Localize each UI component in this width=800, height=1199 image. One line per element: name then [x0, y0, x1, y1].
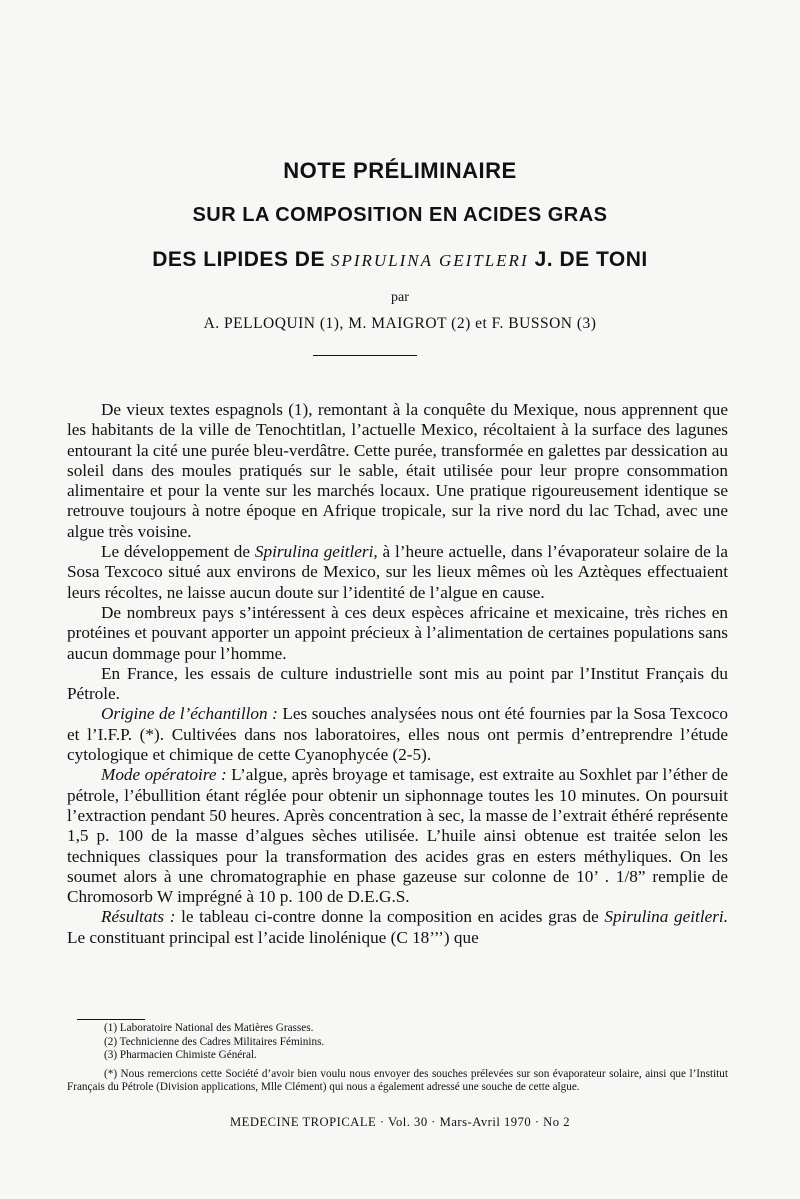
- footnote-3: (3) Pharmacien Chimiste Général.: [104, 1049, 257, 1061]
- paragraph-2: [67, 542, 728, 603]
- paragraph-resultats-text-b: Le constituant principal est l’acide linolénique (C 18’’’) que: [67, 927, 479, 947]
- journal-footer: MEDECINE TROPICALE · Vol. 30 · Mars-Avril 1970 · No 2: [229, 1115, 571, 1129]
- title-species: SPIRULINA GEITLERI: [330, 251, 529, 270]
- species-name: Spirulina geitleri,: [254, 542, 378, 562]
- title-divider: [313, 355, 417, 356]
- footnote-1: (1) Laboratoire National des Matières Grasses.: [104, 1022, 314, 1034]
- section-heading-mode-operatoire: Mode opératoire :: [101, 765, 227, 785]
- paragraph-resultats-text-a: le tableau ci-contre donne la composition en acides gras de: [175, 907, 605, 927]
- paragraph-4: En France, les essais de culture industrielle sont mis au point par l’Institut Français du Pétrole.: [67, 663, 728, 704]
- paragraph-origine: [67, 704, 728, 765]
- paragraph-mode-operatoire: [67, 765, 728, 907]
- paragraph-3: De nombreux pays s’intéressent à ces deux espèces africaine et mexicaine, très riches en protéines et pouvant apporter un appoint précieux à l’alimentation de certaines populations sans aucun dommage pour l’homme.: [67, 602, 728, 663]
- footnote-star: (*) Nous remercions cette Société d’avoir bien voulu nous envoyer des souches prélevées sur son évaporateur solaire, ainsi que l’Institut Français du Pétrole (Division applications, Mlle Clément) qui nous a également adressé une souche de cette algue.: [67, 1067, 728, 1093]
- footnote-divider: [77, 1019, 145, 1020]
- title-line-3-post: J. DE TONI: [534, 248, 648, 271]
- footnote-2: (2) Technicienne des Cadres Militaires Féminins.: [104, 1035, 325, 1048]
- title-line-3: [0, 248, 800, 272]
- paragraph-resultats: [67, 907, 728, 948]
- title-line-3-pre: DES LIPIDES DE: [152, 248, 325, 271]
- section-heading-resultats: Résultats :: [101, 907, 176, 927]
- section-heading-origine: Origine de l’échantillon :: [101, 704, 278, 724]
- byline-par: par: [391, 290, 409, 305]
- paragraph-2-text-b: à l’heure actuelle, dans l’évaporateur solaire de la Sosa Texcoco situé aux environs de Mexico, sur les lieux mêmes où les Aztèques effectuaient leurs récoltes, ne laisse aucun doute sur l’identité de l’algue en cause.: [67, 542, 728, 602]
- paragraph-origine-text: Les souches analysées nous ont été fournies par la Sosa Texcoco et l’I.F.P. (*). Cultivées dans nos laboratoires, elles nous ont permis d’entreprendre l’étude cytologique et chimique de cette Cyanophycée (2-5).: [67, 704, 728, 765]
- footnotes: [67, 1022, 728, 1095]
- paragraph-mode-operatoire-text: L’algue, après broyage et tamisage, est extraite au Soxhlet par l’éther de pétrole, l’ébullition étant réglée pour obtenir un siphonnage toutes les 10 minutes. On poursuit l’extraction pendant 50 heures. Après concentration à sec, la masse de l’extrait éthéré représente 1,5 p. 100 de la masse d’algues sèches utilisée. L’huile ainsi obtenue est traitée selon les techniques classiques pour la transformation des acides gras en esters méthyliques. On les soumet alors à une chromatographie en phase gazeuse sur colonne de 10’ . 1/8” remplie de Chromosorb W imprégné à 10 p. 100 de D.E.G.S.: [67, 765, 729, 907]
- author-list: A. PELLOQUIN (1), M. MAIGROT (2) et F. BUSSON (3): [203, 315, 597, 332]
- title-line-1: NOTE PRÉLIMINAIRE: [283, 158, 517, 183]
- species-name: Spirulina geitleri.: [604, 907, 728, 927]
- title-line-2: SUR LA COMPOSITION EN ACIDES GRAS: [192, 204, 608, 226]
- paragraph-1: De vieux textes espagnols (1), remontant à la conquête du Mexique, nous apprennent que les habitants de la ville de Tenochtitlan, l’actuelle Mexico, récoltaient à la surface des lagunes entourant la cité une purée bleu-verdâtre. Cette purée, transformée en galettes par dessication au soleil dans des moules pratiqués sur le sable, était utilisée pour leur propre consommation alimentaire et pour la vente sur les marchés locaux. Une pratique rigoureusement identique se retrouve toujours à notre époque en Afrique tropicale, sur la rive nord du lac Tchad, avec une algue très voisine.: [67, 400, 728, 541]
- paragraph-2-text-a: Le développement de: [101, 542, 255, 562]
- article-body: [67, 400, 728, 948]
